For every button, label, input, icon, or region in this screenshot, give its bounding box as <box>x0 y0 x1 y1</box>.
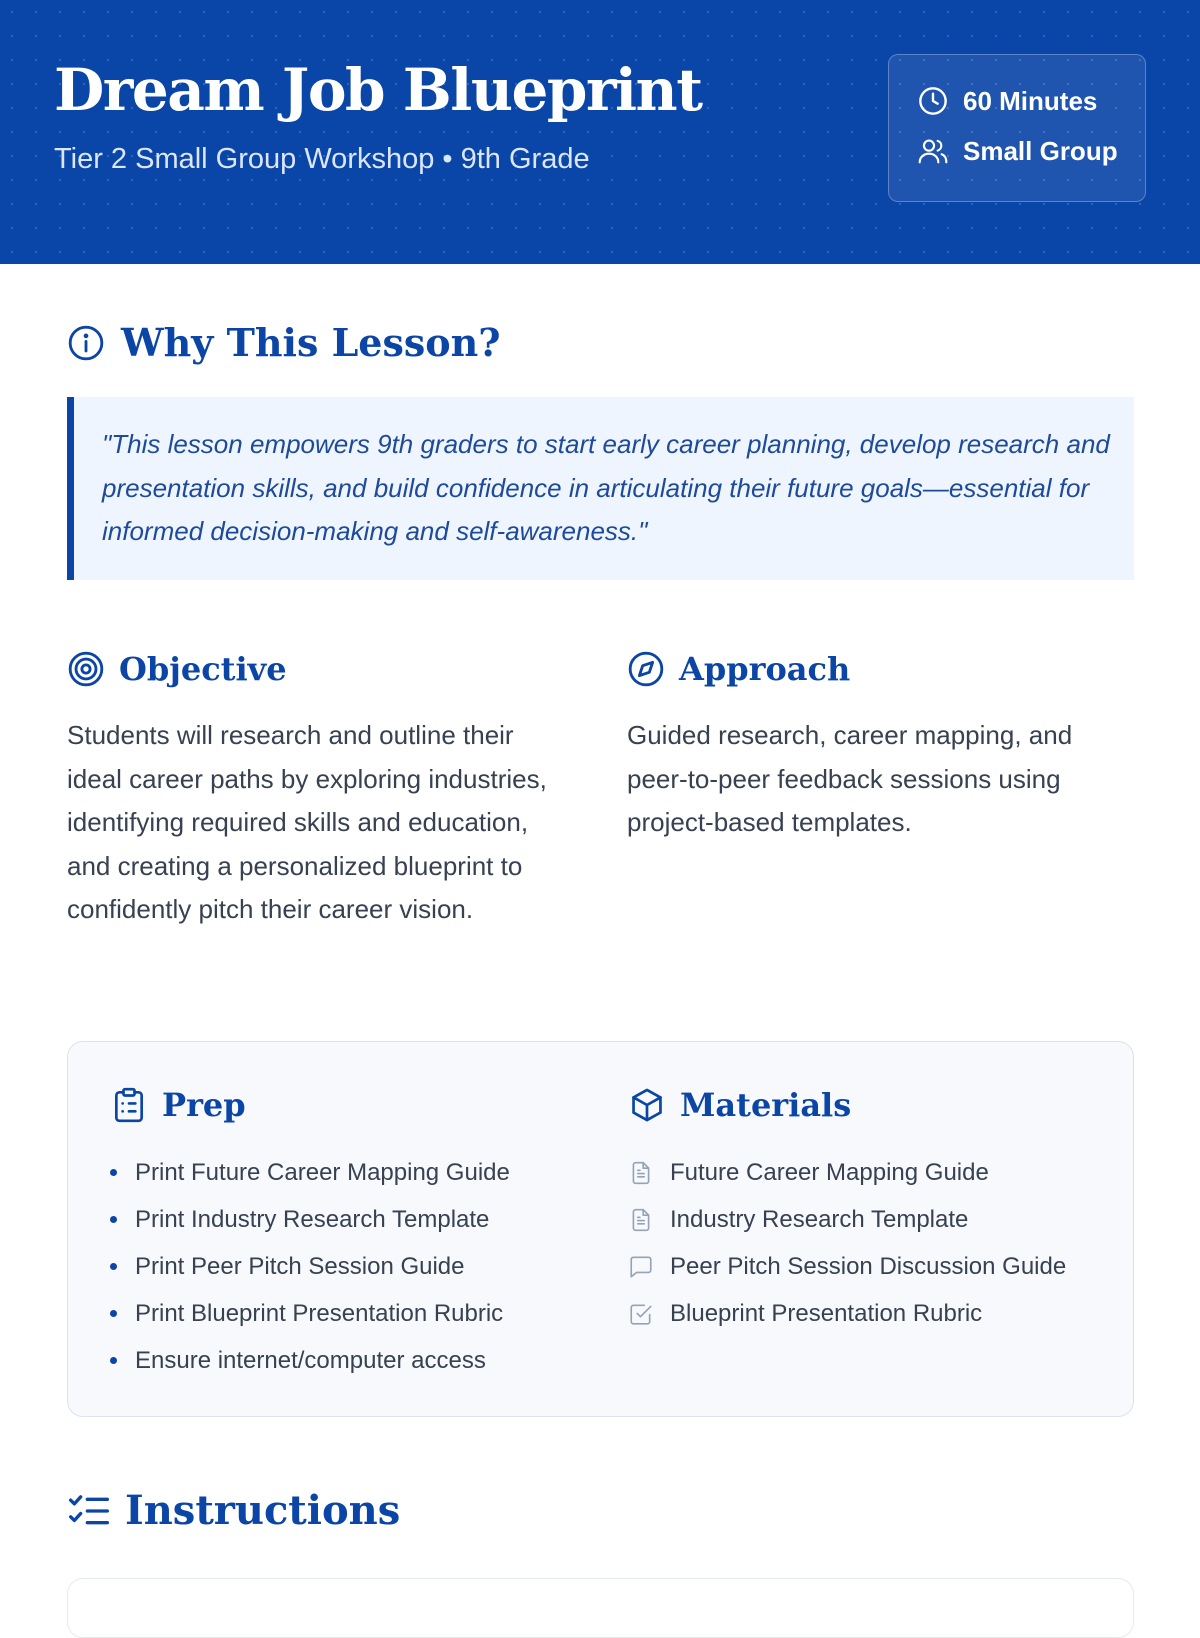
group-row <box>917 135 1145 167</box>
prep-heading-text: Prep <box>162 1086 246 1124</box>
objective-text: Students will research and outline their ideal career paths by exploring industries, identifying required skills and education, and creating a personalized blueprint to confidently pitch their career vision. <box>67 720 547 924</box>
users-icon <box>917 135 949 167</box>
target-icon <box>67 650 105 688</box>
lesson-meta-box <box>888 54 1146 202</box>
instructions-heading <box>67 1487 400 1534</box>
list-item: Print Peer Pitch Session Guide <box>110 1243 510 1290</box>
list-item: Print Blueprint Presentation Rubric <box>110 1290 510 1337</box>
why-heading <box>67 320 501 365</box>
prep-list <box>110 1149 510 1384</box>
prep-heading <box>110 1086 246 1124</box>
objective-heading <box>67 650 287 688</box>
list-item: Ensure internet/computer access <box>110 1337 510 1384</box>
compass-icon <box>627 650 665 688</box>
list-item: Blueprint Presentation Rubric <box>628 1290 1066 1337</box>
why-heading-text: Why This Lesson? <box>121 320 501 365</box>
materials-heading-text: Materials <box>680 1086 852 1124</box>
bullet-icon <box>110 1357 117 1364</box>
page-title: Dream Job Blueprint <box>54 56 702 124</box>
lesson-quote: "This lesson empowers 9th graders to start early career planning, develop research and presentation skills, and build confidence in articulating their future goals—essential for informed decision-making and self-awareness." <box>67 397 1134 580</box>
group-label: Small Group <box>963 135 1118 166</box>
document-icon <box>628 1160 654 1186</box>
instructions-heading-text: Instructions <box>125 1487 401 1534</box>
approach-heading-text: Approach <box>679 650 851 688</box>
list-item: Print Future Career Mapping Guide <box>110 1149 510 1196</box>
approach-heading <box>627 650 850 688</box>
materials-heading <box>628 1086 851 1124</box>
clipboard-icon <box>110 1086 148 1124</box>
checklist-icon <box>67 1491 111 1531</box>
clock-icon <box>917 85 949 117</box>
bullet-icon <box>110 1216 117 1223</box>
checkbox-icon <box>628 1301 654 1327</box>
approach-text: Guided research, career mapping, and peer-to-peer feedback sessions using project-based templates. <box>627 720 1073 837</box>
objective-heading-text: Objective <box>119 650 287 688</box>
lesson-header <box>0 0 1200 264</box>
box-icon <box>628 1086 666 1124</box>
bullet-icon <box>110 1169 117 1176</box>
prep-materials-card <box>67 1041 1134 1417</box>
document-icon <box>628 1207 654 1233</box>
bullet-icon <box>110 1263 117 1270</box>
list-item: Peer Pitch Session Discussion Guide <box>628 1243 1066 1290</box>
list-item: Future Career Mapping Guide <box>628 1149 1066 1196</box>
list-item: Industry Research Template <box>628 1196 1066 1243</box>
instructions-card <box>67 1578 1134 1638</box>
duration-row <box>917 85 1145 117</box>
chat-icon <box>628 1254 654 1280</box>
info-icon <box>67 324 105 362</box>
bullet-icon <box>110 1310 117 1317</box>
list-item: Print Industry Research Template <box>110 1196 510 1243</box>
page-subtitle: Tier 2 Small Group Workshop • 9th Grade <box>54 143 590 175</box>
materials-list <box>628 1149 1066 1337</box>
duration-label: 60 Minutes <box>963 85 1098 116</box>
